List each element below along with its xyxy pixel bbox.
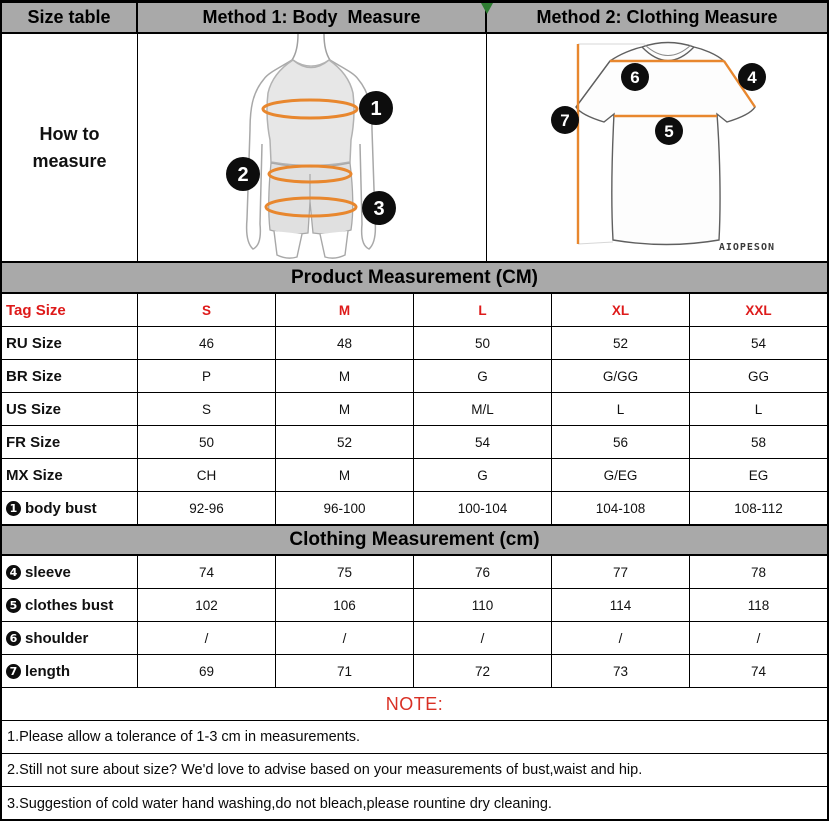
clothing-measurement-title: Clothing Measurement (cm) [2,525,827,556]
size-cell: G/EG [552,459,690,491]
size-cell: M [276,360,414,392]
size-cell: 56 [552,426,690,458]
size-cell: 50 [414,327,552,359]
size-cell: 108-112 [734,500,783,516]
body-measure-illustration [138,34,487,261]
size-cell: 74 [138,556,276,588]
size-cell: M [276,459,414,491]
table-row-fr-size [2,426,827,459]
size-cell: 102 [138,589,276,621]
size-cell: XXL [745,302,772,318]
size-cell: L [414,294,552,326]
svg-text:3: 3 [373,198,385,220]
size-cell: / [138,622,276,654]
circled-number-icon: 7 [6,664,21,679]
size-cell: 76 [414,556,552,588]
size-cell: EG [748,467,769,483]
size-cell: 114 [552,589,690,621]
size-cell: 52 [276,426,414,458]
size-cell: 58 [750,434,767,450]
size-cell: GG [747,368,769,384]
tshirt-figure-icon [487,34,827,262]
circled-number-icon: 5 [6,598,21,613]
green-corner-marker [481,3,493,14]
table-row-shoulder [2,622,827,655]
marker-5 [655,117,683,145]
size-cell: 100-104 [414,492,552,524]
size-cell: G [414,360,552,392]
method2-header: Method 2: Clothing Measure [536,7,778,27]
size-cell: S [138,393,276,425]
size-cell: / [756,630,761,646]
svg-text:7: 7 [560,111,570,130]
table-row-tag-size [2,294,827,327]
size-cell: S [138,294,276,326]
circled-number-icon: 4 [6,565,21,580]
size-cell: 75 [276,556,414,588]
size-cell: 104-108 [552,492,690,524]
svg-text:5: 5 [664,122,674,141]
size-cell: M [276,294,414,326]
svg-text:4: 4 [747,68,757,87]
size-cell: / [276,622,414,654]
size-cell: 54 [750,335,767,351]
size-cell: XL [552,294,690,326]
row-label: 5 clothes bust [2,589,138,621]
circled-number-icon: 1 [6,501,21,516]
size-cell: L [754,401,763,417]
row-label: Tag Size [2,294,138,326]
product-measurement-title: Product Measurement (CM) [2,263,827,294]
top-header-row [2,3,827,34]
table-row-br-size [2,360,827,393]
table-row-mx-size [2,459,827,492]
row-label: FR Size [2,426,138,458]
svg-text:6: 6 [630,68,640,87]
row-label: 6 shoulder [2,622,138,654]
size-cell: / [552,622,690,654]
row-label: BR Size [2,360,138,392]
row-label: 4 sleeve [2,556,138,588]
brand-label: AIOPESON [718,242,775,253]
size-cell: M/L [414,393,552,425]
clothing-measure-illustration [487,34,827,261]
row-label: US Size [2,393,138,425]
size-cell: 72 [414,655,552,687]
body-figure-icon [138,34,485,262]
size-cell: 69 [138,655,276,687]
size-cell: 54 [414,426,552,458]
size-cell: 48 [276,327,414,359]
size-cell: P [138,360,276,392]
marker-7 [551,106,579,134]
how-to-measure-row [2,34,827,263]
table-row-clothes-bust [2,589,827,622]
marker-3 [362,191,396,225]
note-item-3: 3.Suggestion of cold water hand washing,do not bleach,please rountine dry cleaning. [7,795,552,812]
table-row-sleeve [2,556,827,589]
size-cell: 50 [138,426,276,458]
note-title: NOTE: [2,688,827,721]
size-cell: G/GG [552,360,690,392]
size-cell: 77 [552,556,690,588]
size-cell: 110 [414,589,552,621]
circled-number-icon: 6 [6,631,21,646]
size-cell: G [414,459,552,491]
size-cell: 118 [747,597,770,613]
size-cell: 106 [276,589,414,621]
row-label: RU Size [2,327,138,359]
row-label: MX Size [2,459,138,491]
how-to-measure-label: How to measure [2,34,138,261]
size-cell: 46 [138,327,276,359]
size-cell: L [552,393,690,425]
size-cell: 96-100 [276,492,414,524]
marker-1 [359,91,393,125]
size-cell: 92-96 [138,492,276,524]
svg-text:1: 1 [370,98,382,120]
size-cell: M [276,393,414,425]
size-cell: 52 [552,327,690,359]
note-item-2: 2.Still not sure about size? We'd love to advise based on your measurements of bust,waist and hip. [2,754,827,787]
marker-4 [738,63,766,91]
table-row-body-bust [2,492,827,525]
note-item-1: 1.Please allow a tolerance of 1-3 cm in measurements. [2,721,827,754]
marker-6 [621,63,649,91]
table-row-ru-size [2,327,827,360]
row-label: 7 length [2,655,138,687]
size-cell: 74 [750,663,767,679]
marker-2 [226,157,260,191]
svg-text:2: 2 [237,164,249,186]
size-cell: / [414,622,552,654]
row-label: 1 body bust [2,492,138,524]
table-row-us-size [2,393,827,426]
size-cell: 73 [552,655,690,687]
size-table-header: Size table [2,3,138,32]
size-cell: CH [138,459,276,491]
method1-header: Method 1: Body Measure [138,3,487,32]
table-row-length [2,655,827,688]
size-cell: 78 [750,564,767,580]
size-cell: 71 [276,655,414,687]
